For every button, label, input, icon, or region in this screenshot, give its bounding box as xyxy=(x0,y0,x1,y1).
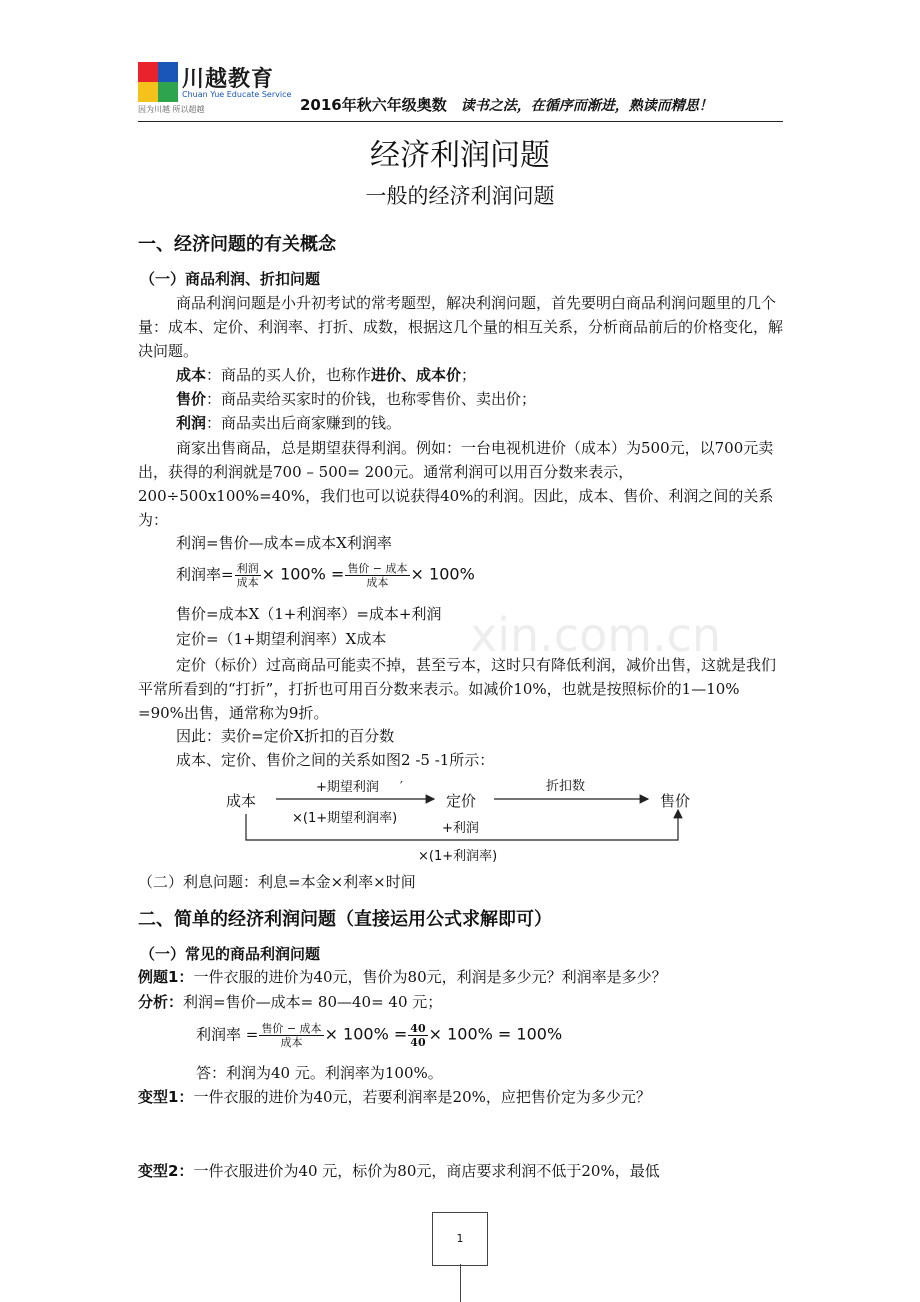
variant1-text: 一件衣服的进价为40元，若要利润率是20%，应把售价定为多少元？ xyxy=(193,1088,651,1106)
header-rule xyxy=(138,121,783,122)
formula2-mid: × 100% = xyxy=(261,564,345,584)
diagram-top2: 折扣数 xyxy=(546,779,586,794)
example1-label: 例题1： xyxy=(138,968,194,986)
fraction xyxy=(408,1022,427,1049)
page-number-stem xyxy=(460,1264,461,1302)
diagram-mid: +利润 xyxy=(442,821,479,836)
header-course xyxy=(300,94,713,115)
logo xyxy=(138,62,292,118)
logo-english-name: Chuan Yue Educate Service xyxy=(182,90,292,99)
logo-slogan: 因为川越 所以超越 xyxy=(138,105,205,114)
diagram-bottom: ×(1+利润率) xyxy=(418,849,498,864)
profit-rate-equation xyxy=(196,1022,562,1049)
formula-profit-rate xyxy=(176,562,475,589)
fraction-numerator: 售价 − 成本 xyxy=(347,562,408,575)
diagram-bottom1: ×(1+期望利润率) xyxy=(292,811,398,826)
fraction xyxy=(235,562,261,589)
def-profit xyxy=(176,412,401,433)
section2-sub1: （一）常见的商品利润问题 xyxy=(140,945,321,963)
analysis-label: 分析： xyxy=(138,993,184,1011)
formula2-tail: × 100% xyxy=(410,564,475,584)
cost-text: ：商品的买人价，也称作 xyxy=(206,366,372,384)
equation-prefix: 利润率 = xyxy=(196,1025,259,1044)
def-cost xyxy=(176,364,476,385)
variant2-label: 变型2： xyxy=(138,1162,194,1180)
fraction-numerator: 利润 xyxy=(236,562,259,575)
header-motto: 读书之法，在循序而渐进，熟读而精思！ xyxy=(460,98,713,114)
watermark: xin.com.cn xyxy=(470,608,722,662)
logo-chinese-name: 川越教育 xyxy=(182,66,275,92)
cost-label: 成本 xyxy=(176,366,207,384)
example-paragraph: 商家出售商品，总是期望获得利润。例如：一台电视机进价（成本）为500元，以700元卖出，获得的利润就是700 – 500= 200元。通常利润可以用百分数来表示，200÷500x100%=40%，我们也可以说获得40%的利润。因此，成本、售价、利润之间的关系为： xyxy=(138,439,774,529)
price-label: 售价 xyxy=(176,390,207,408)
variant2 xyxy=(138,1160,660,1181)
fraction-denominator: 成本 xyxy=(280,1036,303,1049)
diagram-sale-price: 售价 xyxy=(660,792,691,810)
relation-line: 成本、定价、售价之间的关系如图2 -5 -1所示： xyxy=(176,751,495,769)
profit-text: ：商品卖出后商家赚到的钱。 xyxy=(206,414,402,432)
variant1 xyxy=(138,1086,651,1107)
variant2-text: 一件衣服进价为40 元，标价为80元，商店要求利润不低于20%，最低 xyxy=(193,1162,660,1180)
example1-text: 一件衣服的进价为40元，售价为80元，利润是多少元？利润率是多少？ xyxy=(193,968,667,986)
cost-bold-terms: 进价、成本价 xyxy=(371,366,462,384)
fraction-numerator: 售价 − 成本 xyxy=(261,1022,322,1035)
price-text: ：商品卖给买家时的价钱，也称零售价、卖出价； xyxy=(206,390,537,408)
fraction-denominator: 成本 xyxy=(236,576,259,589)
analysis-text: 利润=售价—成本= 80—40= 40 元； xyxy=(183,993,443,1011)
page-title: 经济利润问题 xyxy=(370,138,550,173)
intro-paragraph: 商品利润问题是小升初考试的常考题型，解决利润问题，首先要明白商品利润问题里的几个量：成本、定价、利润率、打折、成数，根据这几个量的相互关系，分析商品前后的价格变化，解决问题。 xyxy=(138,294,784,360)
page-number: 1 xyxy=(432,1212,488,1266)
section1-sub2: （二）利息问题：利息=本金×利率×时间 xyxy=(138,873,416,891)
fraction xyxy=(259,1022,323,1049)
formula-profit: 利润=售价—成本=成本X利润率 xyxy=(176,534,392,552)
section1-heading: 一、经济问题的有关概念 xyxy=(138,234,336,255)
formula2-prefix: 利润率= xyxy=(176,565,234,584)
diagram-list-price: 定价 xyxy=(446,792,477,810)
answer: 答：利润为40 元。利润率为100%。 xyxy=(196,1064,443,1082)
course-title: 2016年秋六年级奥数 xyxy=(300,96,447,114)
variant1-label: 变型1： xyxy=(138,1088,194,1106)
diagram-top1-mark: ′ xyxy=(400,780,403,795)
fraction-denominator: 40 xyxy=(410,1036,426,1049)
page-subtitle: 一般的经济利润问题 xyxy=(365,184,555,208)
equation-tail: × 100% = 100% xyxy=(428,1024,563,1044)
fraction xyxy=(345,562,409,589)
discount-paragraph: 定价（标价）过高商品可能卖不掉，甚至亏本，这时只有降低利润，减价出售，这就是我们平常所看到的“打折”，打折也可用百分数来表示。如减价10%，也就是按照标价的1—10% =90%出售，通常称为9折。 xyxy=(138,656,777,722)
price-relation-diagram xyxy=(180,772,720,868)
therefore-line: 因此：卖价=定价X折扣的百分数 xyxy=(176,727,395,745)
diagram-cost: 成本 xyxy=(226,792,257,810)
profit-label: 利润 xyxy=(176,414,207,432)
fraction-denominator: 成本 xyxy=(366,576,389,589)
formula-list-price: 定价=（1+期望利润率）X成本 xyxy=(176,630,387,648)
analysis xyxy=(138,991,442,1012)
formula-sale-price: 售价=成本X（1+利润率）=成本+利润 xyxy=(176,605,442,623)
example1 xyxy=(138,966,667,987)
section1-sub1: （一）商品利润、折扣问题 xyxy=(140,270,321,288)
def-price xyxy=(176,388,536,409)
cost-text-end: ； xyxy=(461,366,477,384)
fraction-numerator: 40 xyxy=(410,1022,426,1035)
equation-mid: × 100% = xyxy=(324,1024,408,1044)
section2-heading: 二、简单的经济利润问题（直接运用公式求解即可） xyxy=(138,909,552,930)
diagram-top1: +期望利润 xyxy=(316,780,379,795)
logo-mark-icon xyxy=(138,62,178,102)
